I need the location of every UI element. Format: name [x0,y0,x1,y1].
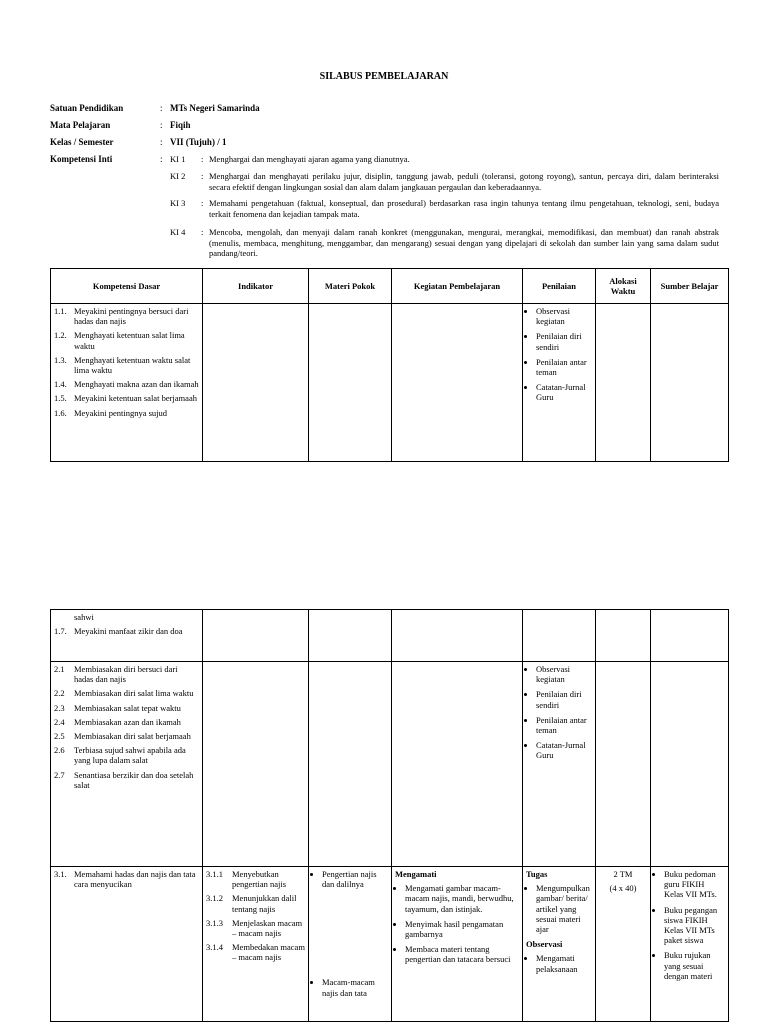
kd-item [54,355,199,375]
meta-key: Satuan Pendidikan [50,103,124,113]
indikator-cell [203,662,309,867]
list-item: • Penilaian antar teman [536,715,592,735]
kd-text: Menghayati ketentuan waktu salat lima waktu [74,354,191,375]
kd-item [54,731,199,741]
list-item: • Mengamati gambar macam-macam najis, mandi, berwudhu, tayamum, dan istinjak. [405,883,519,914]
ki-colon: : [201,198,204,208]
list-item: • Catatan-Jurnal Guru [536,382,592,402]
indikator-num: 3.1.2 [206,893,223,904]
kegiatan-cell [392,867,523,1022]
indikator-text: Membedakan macam – macam najis [232,942,305,963]
list-item: • Observasi kegiatan [536,664,592,684]
list-item: • Penilaian diri sendiri [536,331,592,351]
alokasi-cell [596,304,651,462]
list-item: • Buku rujukan yang sesuai dengan materi [664,950,725,981]
list-item: • Observasi kegiatan [536,306,592,326]
indikator-text: Menyebutkan pengertian najis [232,869,287,890]
kd-text: Membiasakan azan dan ikamah [74,716,181,727]
alokasi-menit: (4 x 40) [609,883,637,894]
kd-text: Membiasakan salat tepat waktu [74,702,181,713]
indikator-num: 3.1.1 [206,869,223,879]
page-title: SILABUS PEMBELAJARAN [319,71,449,82]
indikator-num: 3.1.4 [206,942,223,953]
indikator-num: 3.1.3 [206,917,223,928]
penilaian-cell [523,662,596,867]
meta-key: Kelas / Semester [50,137,114,147]
indikator-cell [203,304,309,462]
indikator-text: Menjelaskan macam – macam najis [232,917,303,938]
kd-num: 1.5. [54,393,67,404]
indikator-item [206,918,305,938]
kd-text: Membiasakan diri salat berjamaah [74,730,191,741]
kd-num: 1.2. [54,330,67,341]
materi-cell [309,304,392,462]
kd-item [54,626,199,636]
kd-item [54,703,199,713]
kd-text: Terbiasa sujud sahwi apabila ada yang lupa dalam salat [74,745,186,766]
kd-num: 2.6 [54,745,65,756]
ki-label: KI 4 [170,227,186,237]
table-row [51,867,729,1022]
kegiatan-cell [392,304,523,462]
ki-text: Mencoba, mengolah, dan menyaji dalam ranah konkret (menggunakan, mengurai, merangkai, memodifikasi, dan membuat) dan ranah abstrak (menulis, membaca, menghitung, menggambar, dan mengarang) sesuai dengan yang dipelajari di sekolah dan sumber lain yang sama dalam sudut pandang/teori. [209,227,719,259]
sumber-cell [651,610,729,662]
kd-item [54,612,199,622]
meta-key: Mata Pelajaran [50,120,111,130]
penilaian-cell [523,867,596,1022]
header-kd: Kompetensi Dasar [51,269,203,304]
kd-item [54,745,199,765]
ki-label: KI 3 [170,198,186,208]
sumber-cell [651,662,729,867]
kd-text: Menghayati ketentuan salat lima waktu [74,330,185,351]
kd-cell [51,662,203,867]
kd-num: 2.1 [54,664,65,674]
ki-label: KI 1 [170,154,186,164]
kd-text: Meyakini manfaat zikir dan doa [74,626,183,637]
penilaian-cell [523,304,596,462]
list-item: • Catatan-Jurnal Guru [536,740,592,760]
sumber-cell [651,867,729,1022]
syllabus-table-1 [50,268,729,462]
ki-colon: : [201,154,204,164]
kegiatan-heading: Mengamati [395,869,437,879]
kd-text: Meyakini ketentuan salat berjamaah [74,393,197,404]
kd-item [54,717,199,727]
meta-value: MTs Negeri Samarinda [170,103,260,113]
header-sumber: Sumber Belajar [651,269,729,304]
meta-colon: : [160,137,163,147]
kd-num: 1.3. [54,354,67,365]
indikator-text: Menunjukkan dalil tentang najis [232,893,297,914]
indikator-item [206,869,305,889]
kd-num [54,612,74,622]
kegiatan-cell [392,610,523,662]
penilaian-heading-tugas: Tugas [526,869,548,879]
syllabus-table-2 [50,609,729,1022]
table-row [51,662,729,867]
kd-cell [51,610,203,662]
indikator-cell [203,610,309,662]
materi-cell [309,867,392,1022]
header-alokasi: Alokasi Waktu [596,269,651,304]
ki-colon: : [201,227,204,237]
list-item: • Macam-macam najis dan tata [322,977,388,997]
list-item: • Mengamati pelaksanaan [536,953,592,973]
kegiatan-cell [392,662,523,867]
kd-item [54,330,199,350]
kd-item [54,688,199,698]
indikator-item [206,893,305,913]
list-item: • Penilaian diri sendiri [536,689,592,709]
header-indikator: Indikator [203,269,309,304]
meta-colon: : [160,154,163,164]
kd-num: 2.3 [54,702,65,713]
list-item: • Mengumpulkan gambar/ berita/ artikel yang sesuai materi ajar [536,883,592,934]
meta-colon: : [160,103,163,113]
ki-text: Menghargai dan menghayati perilaku jujur, disiplin, tanggung jawab, peduli (toleransi, gotong royong), santun, percaya diri, dalam berinteraksi secara efektif dengan lingkungan sosial dan alam dalam jangkauan pergaulan dan keberadaannya. [209,171,719,192]
kd-item [54,664,199,684]
meta-key: Kompetensi Inti [50,154,113,164]
penilaian-heading-observasi: Observasi [526,939,563,950]
list-item: • Penilaian antar teman [536,357,592,377]
ki-text: Menghargai dan menghayati ajaran agama yang dianutnya. [209,154,410,164]
kd-item [54,379,199,389]
kd-num: 2.2 [54,688,65,699]
penilaian-cell [523,610,596,662]
kd-item [54,393,199,403]
meta-value: VII (Tujuh) / 1 [170,137,227,147]
kd-item [54,306,199,326]
kd-text: sahwi [74,612,94,622]
kd-item [54,869,199,889]
list-item: • Buku pedoman guru FIKIH Kelas VII MTs. [664,869,725,900]
table-header-row [51,269,729,304]
kd-num: 2.4 [54,716,65,727]
kd-num: 2.5 [54,730,65,741]
kd-num: 1.6. [54,407,67,418]
alokasi-tm: 2 TM [613,869,633,879]
ki-label: KI 2 [170,171,186,181]
kd-cell [51,304,203,462]
meta-value: Fiqih [170,120,191,130]
kd-cell [51,867,203,1022]
kd-text: Meyakini pentingnya sujud [74,407,168,418]
kd-num: 1.1. [54,306,67,316]
kd-text: Menghayati makna azan dan ikamah [74,379,199,390]
ki-text: Memahami pengetahuan (faktual, konseptual, dan prosedural) berdasarkan rasa ingin tahunya tentang ilmu pengetahuan, teknologi, seni, budaya terkait fenomena dan kejadian tampak mata. [209,198,719,219]
kd-text: Membiasakan diri bersuci dari hadas dan najis [74,664,178,685]
header-penilaian: Penilaian [523,269,596,304]
kd-text: Memahami hadas dan najis dan tata cara menyucikan [74,869,196,890]
header-materi: Materi Pokok [309,269,392,304]
kd-num: 2.7 [54,769,65,780]
indikator-item [206,942,305,962]
kd-item [54,770,199,790]
list-item: • Buku pegangan siswa FIKIH Kelas VII MTs paket siswa [664,905,725,946]
meta-colon: : [160,120,163,130]
kd-item [54,408,199,418]
kd-text: Meyakini pentingnya bersuci dari hadas dan najis [74,306,189,327]
kd-text: Senantiasa berzikir dan doa setelah salat [74,769,194,790]
list-item: • Menyimak hasil pengamatan gambarnya [405,919,519,939]
kd-num: 1.4. [54,379,67,390]
alokasi-cell [596,867,651,1022]
alokasi-cell [596,662,651,867]
alokasi-cell [596,610,651,662]
kd-num: 3.1. [54,869,67,879]
sumber-cell [651,304,729,462]
kd-text: Membiasakan diri salat lima waktu [74,688,194,699]
header-kegiatan: Kegiatan Pembelajaran [392,269,523,304]
ki-colon: : [201,171,204,181]
materi-cell [309,610,392,662]
kd-num: 1.7. [54,626,67,637]
list-item: • Membaca materi tentang pengertian dan tatacara bersuci [405,944,519,964]
table-row [51,304,729,462]
materi-cell [309,662,392,867]
indikator-cell [203,867,309,1022]
list-item: • Pengertian najis dan dalilnya [322,869,388,889]
table-row [51,610,729,662]
